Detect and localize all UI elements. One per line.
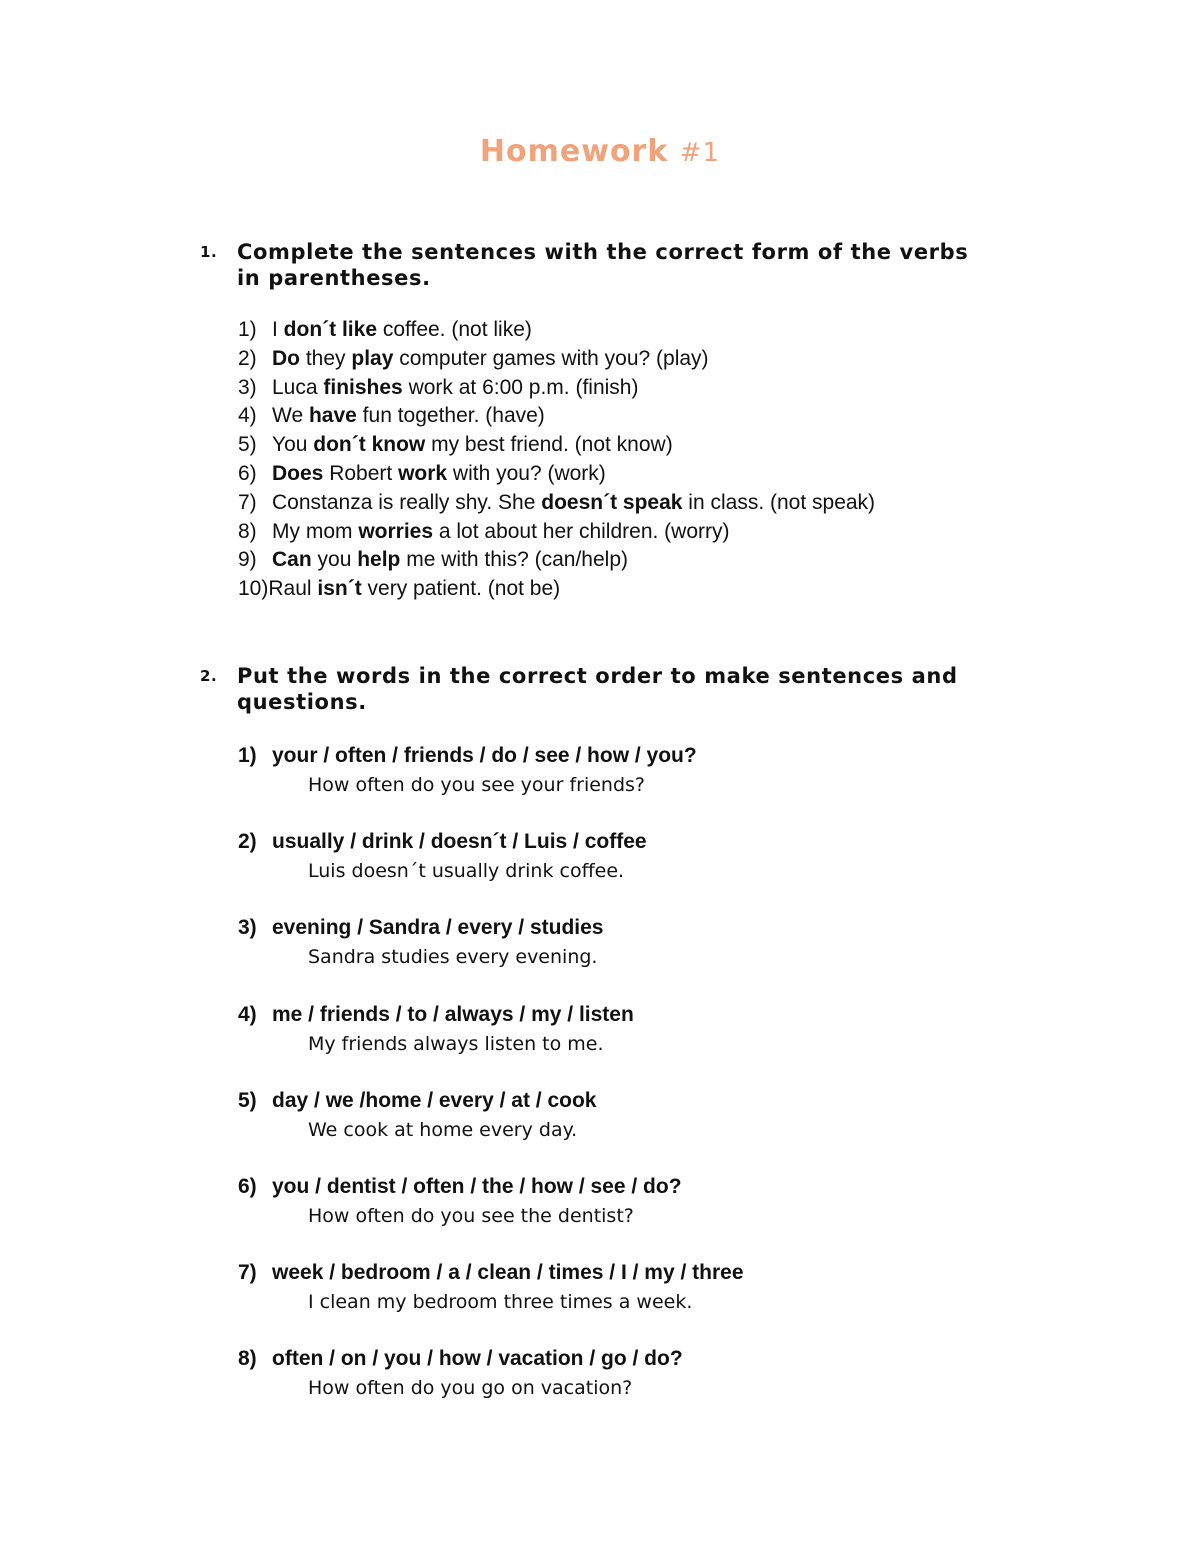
answer-sentence: How often do you go on vacation? (308, 1377, 633, 1400)
scrambled-words (238, 827, 998, 857)
sentence-text: work at 6:00 p.m. (finish) (402, 375, 639, 399)
word-list: often / on / you / how / vacation / go / do? (272, 1347, 683, 1371)
item-number: 4) (238, 404, 257, 428)
exercise-2-item (238, 1086, 998, 1172)
exercise-2-item (238, 913, 998, 999)
sentence-text: You (272, 433, 314, 457)
exercise-1-item (238, 518, 998, 547)
exercise-2-item (238, 1000, 998, 1086)
page-title-number: #1 (679, 138, 721, 168)
exercise-1-item (238, 402, 998, 431)
item-number: 6) (238, 461, 257, 485)
section-1-heading (200, 239, 980, 291)
answer-sentence: How often do you see the dentist? (308, 1204, 634, 1227)
sentence-text: they (300, 346, 352, 370)
sentence-text: my best friend. (not know) (425, 433, 673, 457)
scrambled-words (238, 1258, 998, 1288)
sentence-text: Constanza is really shy. She (272, 490, 542, 514)
item-number: 8) (238, 1347, 257, 1371)
item-number: 1) (238, 318, 257, 341)
scrambled-words (238, 913, 998, 943)
sentence-text: Robert (323, 461, 399, 485)
exercise-1-item (238, 316, 998, 345)
verb-answer: finishes (323, 375, 403, 399)
item-number: 2) (238, 346, 257, 370)
word-list: usually / drink / doesn´t / Luis / coffee (272, 830, 647, 854)
item-number: 10) (238, 577, 269, 601)
section-2-exercise-list (238, 741, 998, 1431)
sentence-text: My mom (272, 519, 359, 543)
word-list: you / dentist / often / the / how / see / do? (272, 1174, 682, 1198)
scrambled-words (238, 741, 998, 771)
item-number: 7) (238, 490, 257, 514)
page-title (0, 134, 1200, 169)
verb-answer: don´t like (283, 318, 378, 341)
scrambled-words (238, 1172, 998, 1202)
word-list: evening / Sandra / every / studies (272, 916, 604, 940)
item-number: 2) (238, 830, 257, 854)
scrambled-words (238, 1000, 998, 1030)
verb-answer: doesn´t speak (541, 490, 683, 514)
section-1-number: 1. (200, 243, 218, 261)
item-number: 3) (238, 916, 257, 940)
answer-sentence: Luis doesn´t usually drink coffee. (308, 860, 625, 883)
word-list: your / often / friends / do / see / how / you? (272, 744, 697, 767)
exercise-1-item (238, 374, 998, 403)
exercise-1-item (238, 489, 998, 518)
sentence-text: with you? (work) (447, 461, 606, 485)
item-number: 6) (238, 1174, 257, 1198)
verb-answer: isn´t (317, 577, 362, 601)
section-1-exercise-list (238, 316, 998, 604)
word-list: me / friends / to / always / my / listen (272, 1002, 634, 1026)
answer-sentence: How often do you see your friends? (308, 774, 645, 796)
verb-answer: play (351, 346, 394, 370)
exercise-1-item (238, 460, 998, 489)
word-list: week / bedroom / a / clean / times / I / my / three (272, 1261, 744, 1285)
item-number: 5) (238, 433, 257, 457)
scrambled-words (238, 1086, 998, 1116)
scrambled-words (238, 1344, 998, 1374)
section-2-number: 2. (200, 667, 218, 685)
sentence-text: fun together. (have) (356, 404, 545, 428)
item-number: 1) (238, 744, 257, 767)
sentence-text: We (272, 404, 309, 428)
verb-answer: worries (358, 519, 434, 543)
answer-sentence: Sandra studies every evening. (308, 946, 598, 969)
sentence-text: I (272, 318, 284, 341)
exercise-2-item (238, 1172, 998, 1258)
sentence-text: you (311, 548, 358, 572)
section-2-heading (200, 663, 980, 715)
sentence-text: computer games with you? (play) (393, 346, 709, 370)
verb-answer: work (398, 461, 448, 485)
item-number: 7) (238, 1261, 257, 1285)
item-number: 4) (238, 1002, 257, 1026)
answer-sentence: I clean my bedroom three times a week. (308, 1291, 693, 1314)
sentence-text: Raul (268, 577, 318, 601)
page-title-text: Homework (479, 134, 669, 169)
section-1-instructions: Complete the sentences with the correct form of the verbs in parentheses. (237, 240, 969, 290)
verb-answer: Can (272, 548, 312, 572)
section-2-instructions: Put the words in the correct order to make sentences and questions. (237, 664, 958, 714)
exercise-2-item (238, 827, 998, 913)
exercise-2-item (238, 1344, 998, 1430)
item-number: 9) (238, 548, 257, 572)
exercise-2-item (238, 1258, 998, 1344)
verb-answer: have (308, 404, 357, 428)
verb-answer: Do (272, 346, 300, 370)
item-number: 8) (238, 519, 257, 543)
answer-sentence: My friends always listen to me. (308, 1032, 604, 1055)
sentence-text: me with this? (can/help) (400, 548, 628, 572)
answer-sentence: We cook at home every day. (308, 1118, 578, 1141)
exercise-1-item (238, 345, 998, 374)
exercise-1-item (238, 546, 998, 575)
exercise-1-item (238, 575, 998, 604)
exercise-2-item (238, 741, 998, 827)
exercise-1-item (238, 431, 998, 460)
verb-answer: Does (272, 461, 324, 485)
sentence-text: coffee. (not like) (377, 318, 532, 341)
sentence-text: a lot about her children. (worry) (433, 519, 730, 543)
sentence-text: in class. (not speak) (682, 490, 876, 514)
sentence-text: Luca (272, 375, 324, 399)
verb-answer: don´t know (313, 433, 426, 457)
item-number: 3) (238, 375, 257, 399)
verb-answer: help (357, 548, 401, 572)
item-number: 5) (238, 1088, 257, 1112)
sentence-text: very patient. (not be) (361, 577, 561, 601)
word-list: day / we /home / every / at / cook (272, 1088, 597, 1112)
